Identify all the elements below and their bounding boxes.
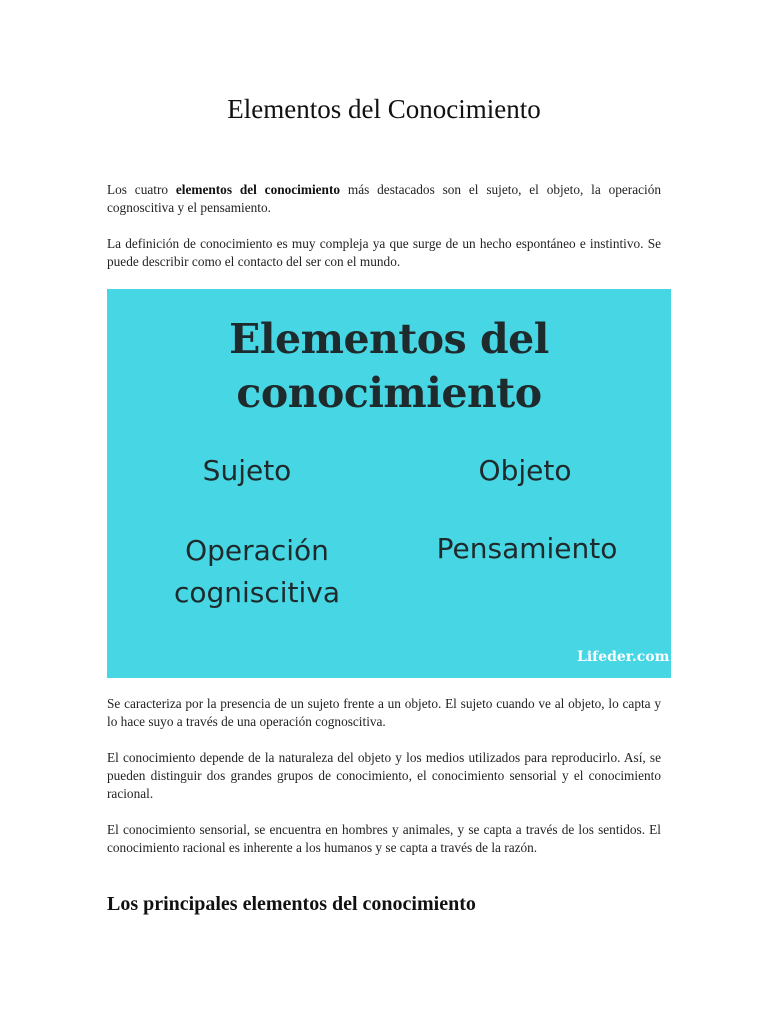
infographic-item-sujeto: Sujeto — [202, 454, 292, 487]
document-title: Elementos del Conocimiento — [227, 94, 541, 124]
section-heading: Los principales elementos del conocimiento — [107, 893, 476, 915]
infographic-title-line2: conocimiento — [236, 369, 542, 417]
paragraph-intro-start: Los cuatro — [107, 182, 176, 197]
paragraph-sujeto-objeto: Se caracteriza por la presencia de un sujeto frente a un objeto. El sujeto cuando ve al objeto, lo capta y lo hace suyo a través de una operación cognoscitiva. — [107, 696, 661, 729]
infographic-image — [107, 289, 671, 678]
paragraph-intro-end: más destacados son el sujeto, el objeto, la operación cognoscitiva y el pensamiento. — [107, 182, 661, 215]
watermark-logo: Lifeder.com — [577, 649, 670, 665]
paragraph-naturaleza: El conocimiento depende de la naturaleza del objeto y los medios utilizados para reproducirlo. Así, se pueden distinguir dos grandes grupos de conocimiento, el conocimiento sensorial y el conocimiento racional. — [107, 750, 661, 801]
paragraph-intro — [107, 181, 661, 217]
infographic-item-objeto: Objeto — [478, 454, 572, 487]
infographic-item-operacion: Operación — [185, 534, 329, 567]
paragraph-sensorial-racional: El conocimiento sensorial, se encuentra en hombres y animales, y se capta a través de los sentidos. El conocimiento racional es inherente a los humanos y se capta a través de la razón. — [107, 822, 661, 855]
paragraph-intro-bold: elementos del conocimiento — [175, 182, 341, 197]
infographic-item-pensamiento: Pensamiento — [436, 532, 618, 565]
infographic-title-line1: Elementos del — [229, 315, 549, 363]
paragraph-definition: La definición de conocimiento es muy compleja ya que surge de un hecho espontáneo e instintivo. Se puede describir como el contacto del ser con el mundo. — [107, 236, 661, 269]
infographic-item-operacion-line2: cogniscitiva — [173, 576, 341, 609]
